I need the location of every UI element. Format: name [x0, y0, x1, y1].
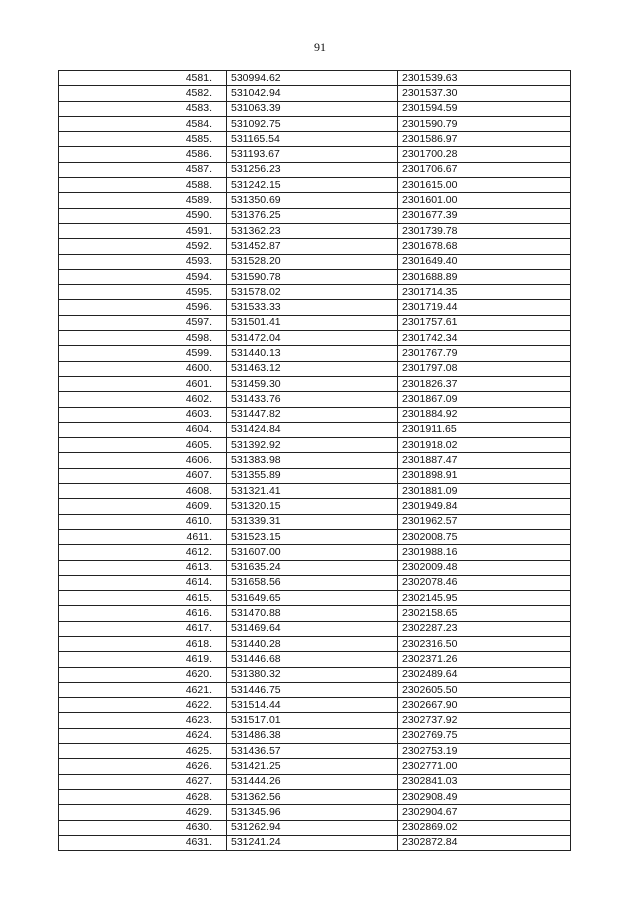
table-row [59, 193, 571, 208]
x-coordinate-cell: 531459.30 [227, 376, 398, 391]
y-coordinate-cell: 2302158.65 [398, 606, 571, 621]
y-coordinate-cell: 2301678.68 [398, 239, 571, 254]
table-row [59, 468, 571, 483]
point-number-cell: 4591. [59, 223, 227, 238]
point-number-cell: 4584. [59, 116, 227, 131]
x-coordinate-cell: 531193.67 [227, 147, 398, 162]
x-coordinate-cell: 531042.94 [227, 86, 398, 101]
x-coordinate-cell: 531362.23 [227, 223, 398, 238]
point-number-cell: 4631. [59, 835, 227, 850]
x-coordinate-cell: 531452.87 [227, 239, 398, 254]
x-coordinate-cell: 531424.84 [227, 422, 398, 437]
x-coordinate-cell: 531590.78 [227, 269, 398, 284]
y-coordinate-cell: 2301714.35 [398, 285, 571, 300]
point-number-cell: 4622. [59, 698, 227, 713]
point-number-cell: 4595. [59, 285, 227, 300]
point-number-cell: 4594. [59, 269, 227, 284]
y-coordinate-cell: 2301590.79 [398, 116, 571, 131]
point-number-cell: 4604. [59, 422, 227, 437]
table-row [59, 835, 571, 850]
y-coordinate-cell: 2301700.28 [398, 147, 571, 162]
point-number-cell: 4585. [59, 132, 227, 147]
x-coordinate-cell: 531444.26 [227, 774, 398, 789]
y-coordinate-cell: 2301962.57 [398, 514, 571, 529]
table-row [59, 346, 571, 361]
point-number-cell: 4587. [59, 162, 227, 177]
y-coordinate-cell: 2301867.09 [398, 392, 571, 407]
y-coordinate-cell: 2302145.95 [398, 591, 571, 606]
x-coordinate-cell: 531501.41 [227, 315, 398, 330]
point-number-cell: 4611. [59, 529, 227, 544]
table-row [59, 208, 571, 223]
point-number-cell: 4598. [59, 331, 227, 346]
x-coordinate-cell: 531635.24 [227, 560, 398, 575]
x-coordinate-cell: 531350.69 [227, 193, 398, 208]
y-coordinate-cell: 2301884.92 [398, 407, 571, 422]
coordinates-table-body [59, 71, 571, 851]
y-coordinate-cell: 2301706.67 [398, 162, 571, 177]
y-coordinate-cell: 2301615.00 [398, 178, 571, 193]
y-coordinate-cell: 2301826.37 [398, 376, 571, 391]
point-number-cell: 4608. [59, 484, 227, 499]
table-row [59, 484, 571, 499]
x-coordinate-cell: 531355.89 [227, 468, 398, 483]
table-row [59, 636, 571, 651]
x-coordinate-cell: 531063.39 [227, 101, 398, 116]
x-coordinate-cell: 531533.33 [227, 300, 398, 315]
table-row [59, 774, 571, 789]
y-coordinate-cell: 2301988.16 [398, 545, 571, 560]
table-row [59, 86, 571, 101]
table-row [59, 713, 571, 728]
table-row [59, 682, 571, 697]
y-coordinate-cell: 2302771.00 [398, 759, 571, 774]
table-row [59, 223, 571, 238]
point-number-cell: 4618. [59, 636, 227, 651]
table-row [59, 269, 571, 284]
point-number-cell: 4603. [59, 407, 227, 422]
table-row [59, 652, 571, 667]
y-coordinate-cell: 2302008.75 [398, 529, 571, 544]
table-row [59, 529, 571, 544]
y-coordinate-cell: 2301911.65 [398, 422, 571, 437]
table-row [59, 759, 571, 774]
table-row [59, 331, 571, 346]
y-coordinate-cell: 2301539.63 [398, 71, 571, 86]
table-row [59, 499, 571, 514]
x-coordinate-cell: 531440.28 [227, 636, 398, 651]
point-number-cell: 4600. [59, 361, 227, 376]
table-row [59, 514, 571, 529]
y-coordinate-cell: 2302872.84 [398, 835, 571, 850]
y-coordinate-cell: 2301649.40 [398, 254, 571, 269]
point-number-cell: 4607. [59, 468, 227, 483]
x-coordinate-cell: 531421.25 [227, 759, 398, 774]
x-coordinate-cell: 531517.01 [227, 713, 398, 728]
table-row [59, 116, 571, 131]
table-row [59, 545, 571, 560]
x-coordinate-cell: 531528.20 [227, 254, 398, 269]
table-row [59, 239, 571, 254]
point-number-cell: 4620. [59, 667, 227, 682]
x-coordinate-cell: 531658.56 [227, 575, 398, 590]
point-number-cell: 4617. [59, 621, 227, 636]
point-number-cell: 4588. [59, 178, 227, 193]
x-coordinate-cell: 531470.88 [227, 606, 398, 621]
x-coordinate-cell: 531433.76 [227, 392, 398, 407]
y-coordinate-cell: 2302316.50 [398, 636, 571, 651]
y-coordinate-cell: 2301887.47 [398, 453, 571, 468]
point-number-cell: 4627. [59, 774, 227, 789]
x-coordinate-cell: 531092.75 [227, 116, 398, 131]
point-number-cell: 4621. [59, 682, 227, 697]
y-coordinate-cell: 2301767.79 [398, 346, 571, 361]
table-row [59, 575, 571, 590]
y-coordinate-cell: 2302769.75 [398, 728, 571, 743]
table-row [59, 805, 571, 820]
table-row [59, 744, 571, 759]
x-coordinate-cell: 531320.15 [227, 499, 398, 514]
y-coordinate-cell: 2302489.64 [398, 667, 571, 682]
x-coordinate-cell: 531514.44 [227, 698, 398, 713]
point-number-cell: 4601. [59, 376, 227, 391]
point-number-cell: 4624. [59, 728, 227, 743]
y-coordinate-cell: 2302371.26 [398, 652, 571, 667]
table-row [59, 162, 571, 177]
y-coordinate-cell: 2301739.78 [398, 223, 571, 238]
table-row [59, 407, 571, 422]
point-number-cell: 4589. [59, 193, 227, 208]
table-row [59, 667, 571, 682]
table-row [59, 621, 571, 636]
point-number-cell: 4581. [59, 71, 227, 86]
point-number-cell: 4612. [59, 545, 227, 560]
x-coordinate-cell: 531376.25 [227, 208, 398, 223]
table-row [59, 101, 571, 116]
x-coordinate-cell: 531440.13 [227, 346, 398, 361]
x-coordinate-cell: 531392.92 [227, 438, 398, 453]
y-coordinate-cell: 2301586.97 [398, 132, 571, 147]
y-coordinate-cell: 2302009.48 [398, 560, 571, 575]
y-coordinate-cell: 2301594.59 [398, 101, 571, 116]
point-number-cell: 4616. [59, 606, 227, 621]
table-row [59, 422, 571, 437]
table-row [59, 698, 571, 713]
y-coordinate-cell: 2301601.00 [398, 193, 571, 208]
table-row [59, 591, 571, 606]
point-number-cell: 4614. [59, 575, 227, 590]
point-number-cell: 4582. [59, 86, 227, 101]
point-number-cell: 4630. [59, 820, 227, 835]
x-coordinate-cell: 531486.38 [227, 728, 398, 743]
x-coordinate-cell: 531241.24 [227, 835, 398, 850]
y-coordinate-cell: 2301757.61 [398, 315, 571, 330]
x-coordinate-cell: 531578.02 [227, 285, 398, 300]
point-number-cell: 4590. [59, 208, 227, 223]
x-coordinate-cell: 531463.12 [227, 361, 398, 376]
point-number-cell: 4625. [59, 744, 227, 759]
y-coordinate-cell: 2302841.03 [398, 774, 571, 789]
point-number-cell: 4586. [59, 147, 227, 162]
table-row [59, 254, 571, 269]
x-coordinate-cell: 531446.75 [227, 682, 398, 697]
x-coordinate-cell: 531383.98 [227, 453, 398, 468]
x-coordinate-cell: 531649.65 [227, 591, 398, 606]
point-number-cell: 4599. [59, 346, 227, 361]
y-coordinate-cell: 2301742.34 [398, 331, 571, 346]
x-coordinate-cell: 531256.23 [227, 162, 398, 177]
y-coordinate-cell: 2301898.91 [398, 468, 571, 483]
table-row [59, 606, 571, 621]
x-coordinate-cell: 531362.56 [227, 789, 398, 804]
y-coordinate-cell: 2302753.19 [398, 744, 571, 759]
x-coordinate-cell: 531345.96 [227, 805, 398, 820]
x-coordinate-cell: 531607.00 [227, 545, 398, 560]
x-coordinate-cell: 531469.64 [227, 621, 398, 636]
y-coordinate-cell: 2301688.89 [398, 269, 571, 284]
y-coordinate-cell: 2301677.39 [398, 208, 571, 223]
table-row [59, 285, 571, 300]
point-number-cell: 4592. [59, 239, 227, 254]
x-coordinate-cell: 531446.68 [227, 652, 398, 667]
x-coordinate-cell: 531339.31 [227, 514, 398, 529]
table-row [59, 132, 571, 147]
point-number-cell: 4628. [59, 789, 227, 804]
point-number-cell: 4596. [59, 300, 227, 315]
table-row [59, 315, 571, 330]
x-coordinate-cell: 530994.62 [227, 71, 398, 86]
point-number-cell: 4629. [59, 805, 227, 820]
y-coordinate-cell: 2302737.92 [398, 713, 571, 728]
table-row [59, 71, 571, 86]
coordinates-table [58, 70, 571, 851]
point-number-cell: 4610. [59, 514, 227, 529]
point-number-cell: 4623. [59, 713, 227, 728]
table-row [59, 728, 571, 743]
point-number-cell: 4609. [59, 499, 227, 514]
table-row [59, 178, 571, 193]
x-coordinate-cell: 531447.82 [227, 407, 398, 422]
table-row [59, 820, 571, 835]
x-coordinate-cell: 531165.54 [227, 132, 398, 147]
x-coordinate-cell: 531523.15 [227, 529, 398, 544]
point-number-cell: 4593. [59, 254, 227, 269]
x-coordinate-cell: 531262.94 [227, 820, 398, 835]
x-coordinate-cell: 531242.15 [227, 178, 398, 193]
table-row [59, 392, 571, 407]
y-coordinate-cell: 2302078.46 [398, 575, 571, 590]
y-coordinate-cell: 2301537.30 [398, 86, 571, 101]
page-number: 91 [314, 40, 326, 54]
point-number-cell: 4619. [59, 652, 227, 667]
x-coordinate-cell: 531321.41 [227, 484, 398, 499]
table-row [59, 147, 571, 162]
y-coordinate-cell: 2301881.09 [398, 484, 571, 499]
table-row [59, 789, 571, 804]
point-number-cell: 4613. [59, 560, 227, 575]
y-coordinate-cell: 2301719.44 [398, 300, 571, 315]
table-row [59, 453, 571, 468]
y-coordinate-cell: 2302287.23 [398, 621, 571, 636]
y-coordinate-cell: 2301918.02 [398, 438, 571, 453]
point-number-cell: 4615. [59, 591, 227, 606]
point-number-cell: 4606. [59, 453, 227, 468]
y-coordinate-cell: 2301797.08 [398, 361, 571, 376]
y-coordinate-cell: 2302869.02 [398, 820, 571, 835]
point-number-cell: 4583. [59, 101, 227, 116]
point-number-cell: 4605. [59, 438, 227, 453]
y-coordinate-cell: 2302667.90 [398, 698, 571, 713]
point-number-cell: 4597. [59, 315, 227, 330]
table-row [59, 376, 571, 391]
y-coordinate-cell: 2302605.50 [398, 682, 571, 697]
x-coordinate-cell: 531472.04 [227, 331, 398, 346]
table-row [59, 438, 571, 453]
point-number-cell: 4602. [59, 392, 227, 407]
table-row [59, 560, 571, 575]
y-coordinate-cell: 2302904.67 [398, 805, 571, 820]
table-row [59, 361, 571, 376]
x-coordinate-cell: 531436.57 [227, 744, 398, 759]
x-coordinate-cell: 531380.32 [227, 667, 398, 682]
table-row [59, 300, 571, 315]
y-coordinate-cell: 2301949.84 [398, 499, 571, 514]
point-number-cell: 4626. [59, 759, 227, 774]
y-coordinate-cell: 2302908.49 [398, 789, 571, 804]
